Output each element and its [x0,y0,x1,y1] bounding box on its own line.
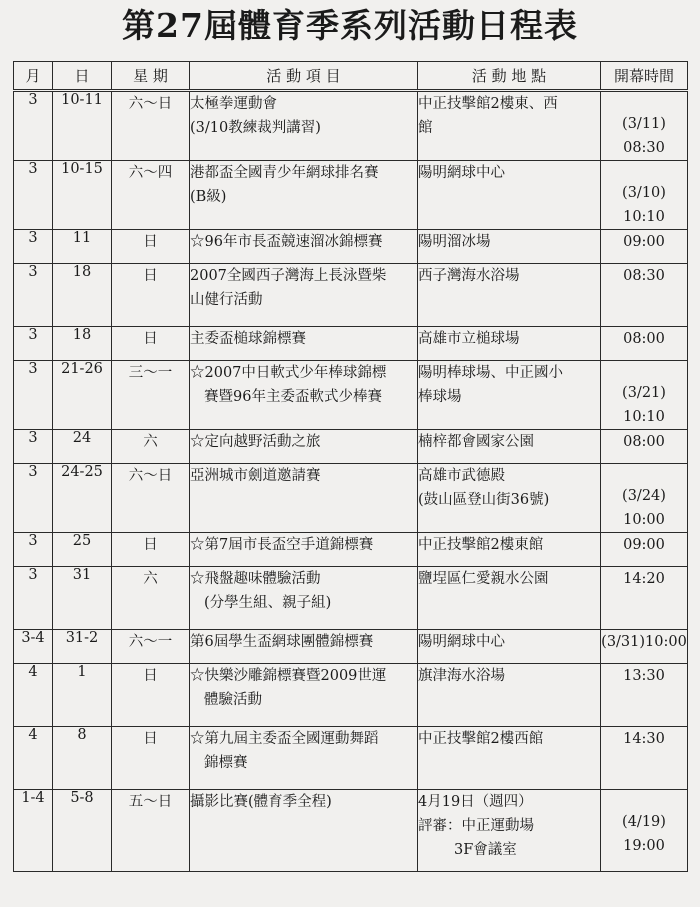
venue-line-1: 陽明棒球場、中正國小 [418,365,563,381]
cell-day: 10-11 [53,91,112,161]
venue-line-1: 陽明網球中心 [418,634,505,650]
cell-event [190,361,418,430]
event-line-2: (B級) [190,189,227,205]
header-month: 月 [14,62,53,91]
cell-event [190,664,418,727]
venue-line-1: 楠梓都會國家公園 [418,434,534,450]
cell-venue [418,664,601,727]
cell-venue [418,430,601,464]
venue-line-1: 中正技擊館2樓西館 [418,731,544,747]
time-line-1: 08:00 [623,331,665,347]
cell-time [601,430,688,464]
venue-line-1: 陽明網球中心 [418,165,505,181]
event-line-2: 山健行活動 [190,292,263,308]
event-line-1: 第6屆學生盃網球團體錦標賽 [190,634,374,650]
cell-event [190,630,418,664]
time-line-1: 13:30 [623,668,665,684]
cell-month: 4 [14,727,53,790]
cell-month: 3 [14,361,53,430]
cell-event [190,264,418,327]
event-line-1: ☆第九屆主委盃全國運動舞蹈 [190,731,379,747]
table-row [14,327,688,361]
event-line-1: 港都盃全國青少年網球排名賽 [190,165,379,181]
time-line-1: 14:30 [623,731,665,747]
cell-event [190,567,418,630]
cell-venue [418,464,601,533]
cell-venue [418,361,601,430]
cell-event [190,464,418,533]
cell-day: 31-2 [53,630,112,664]
venue-line-1: 中正技擊館2樓東館 [418,537,544,553]
venue-line-1: 鹽埕區仁愛親水公園 [418,571,549,587]
cell-weekday: 日 [112,727,190,790]
table-row [14,161,688,230]
cell-event [190,533,418,567]
table-row [14,230,688,264]
time-line-2: 08:30 [623,140,665,156]
cell-event [190,230,418,264]
cell-month: 3-4 [14,630,53,664]
cell-weekday: 日 [112,664,190,727]
table-row [14,264,688,327]
cell-weekday: 日 [112,327,190,361]
time-line-1: (3/24) [622,488,666,504]
venue-line-3: 3F會議室 [454,842,517,858]
cell-day: 5-8 [53,790,112,872]
event-line-2: 錦標賽 [204,755,248,771]
cell-time [601,790,688,872]
cell-month: 3 [14,230,53,264]
time-line-1: 08:30 [623,268,665,284]
cell-venue [418,630,601,664]
event-line-1: 2007全國西子灣海上長泳暨柴 [190,268,387,284]
venue-line-1: 西子灣海水浴場 [418,268,520,284]
cell-month: 4 [14,664,53,727]
table-row [14,630,688,664]
event-line-1: 太極拳運動會 [190,96,277,112]
cell-day: 18 [53,327,112,361]
cell-day: 24 [53,430,112,464]
cell-event [190,91,418,161]
header-weekday: 星 期 [112,62,190,91]
cell-event [190,430,418,464]
event-line-1: ☆2007中日軟式少年棒球錦標 [190,365,387,381]
event-line-1: ☆第7屆市長盃空手道錦標賽 [190,537,374,553]
cell-weekday: 六 [112,567,190,630]
cell-venue [418,533,601,567]
venue-line-2: 評審：中正運動場 [418,818,534,834]
page-title: 第27屆體育季系列活動日程表 [122,6,578,45]
cell-venue [418,790,601,872]
venue-line-2: (鼓山區登山街36號) [418,492,550,508]
cell-day: 31 [53,567,112,630]
time-line-2: 19:00 [623,838,665,854]
cell-event [190,790,418,872]
time-line-2: 10:10 [623,209,665,225]
event-line-2: 體驗活動 [204,692,262,708]
cell-weekday: 日 [112,264,190,327]
cell-day: 18 [53,264,112,327]
cell-venue [418,230,601,264]
cell-time [601,567,688,630]
cell-day: 11 [53,230,112,264]
event-line-1: ☆快樂沙雕錦標賽暨2009世運 [190,668,387,684]
cell-day: 8 [53,727,112,790]
cell-month: 1-4 [14,790,53,872]
cell-day: 21-26 [53,361,112,430]
cell-time [601,533,688,567]
cell-venue [418,264,601,327]
time-line-1: (3/31)10:00 [601,634,687,650]
cell-weekday: 六～日 [112,91,190,161]
cell-time [601,361,688,430]
table-row [14,790,688,872]
cell-day: 24-25 [53,464,112,533]
venue-line-1: 陽明溜冰場 [418,234,491,250]
time-line-1: (4/19) [622,814,666,830]
venue-line-1: 高雄市立槌球場 [418,331,520,347]
header-event: 活 動 項 目 [190,62,418,91]
time-line-1: 14:20 [623,571,665,587]
venue-line-1: 旗津海水浴場 [418,668,505,684]
cell-weekday: 六 [112,430,190,464]
time-line-1: 08:00 [623,434,665,450]
table-row [14,567,688,630]
time-line-1: (3/11) [622,116,666,132]
cell-month: 3 [14,91,53,161]
cell-day: 25 [53,533,112,567]
cell-day: 1 [53,664,112,727]
table-row [14,91,688,161]
cell-day: 10-15 [53,161,112,230]
cell-time [601,727,688,790]
cell-time [601,630,688,664]
venue-line-1: 4月19日（週四） [418,794,533,810]
header-day: 日 [53,62,112,91]
table-row [14,430,688,464]
cell-time [601,327,688,361]
event-line-2: (分學生組、親子組) [204,595,332,611]
cell-time [601,161,688,230]
cell-month: 3 [14,430,53,464]
cell-month: 3 [14,264,53,327]
venue-line-1: 高雄市武德殿 [418,468,505,484]
table-row [14,361,688,430]
cell-time [601,464,688,533]
header-time: 開幕時間 [601,62,688,91]
cell-month: 3 [14,161,53,230]
time-line-1: 09:00 [623,234,665,250]
cell-venue [418,567,601,630]
event-line-2: (3/10教練裁判講習) [190,120,321,136]
event-line-1: 攝影比賽(體育季全程) [190,794,332,810]
header-venue: 活 動 地 點 [418,62,601,91]
cell-time [601,91,688,161]
time-line-1: (3/21) [622,385,666,401]
cell-month: 3 [14,533,53,567]
cell-weekday: 五～日 [112,790,190,872]
schedule-table [13,61,688,872]
cell-venue [418,327,601,361]
table-row [14,727,688,790]
cell-month: 3 [14,327,53,361]
event-line-1: 亞洲城市劍道邀請賽 [190,468,321,484]
event-line-1: ☆96年市長盃競速溜冰錦標賽 [190,234,383,250]
cell-month: 3 [14,567,53,630]
cell-weekday: 日 [112,533,190,567]
venue-line-2: 棒球場 [418,389,462,405]
cell-weekday: 六～一 [112,630,190,664]
cell-event [190,161,418,230]
cell-venue [418,91,601,161]
cell-event [190,327,418,361]
time-line-1: 09:00 [623,537,665,553]
event-line-1: 主委盃槌球錦標賽 [190,331,306,347]
venue-line-2: 館 [418,120,433,136]
time-line-2: 10:10 [623,409,665,425]
event-line-1: ☆飛盤趣味體驗活動 [190,571,321,587]
cell-time [601,230,688,264]
table-row [14,664,688,727]
cell-venue [418,727,601,790]
event-line-2: 賽暨96年主委盃軟式少棒賽 [204,389,382,405]
table-row [14,464,688,533]
cell-weekday: 六～日 [112,464,190,533]
cell-venue [418,161,601,230]
table-row [14,533,688,567]
cell-time [601,264,688,327]
cell-time [601,664,688,727]
event-line-1: ☆定向越野活動之旅 [190,434,321,450]
cell-event [190,727,418,790]
cell-weekday: 三～一 [112,361,190,430]
header-row [14,62,688,91]
time-line-2: 10:00 [623,512,665,528]
cell-weekday: 日 [112,230,190,264]
venue-line-1: 中正技擊館2樓東、西 [418,96,558,112]
cell-month: 3 [14,464,53,533]
time-line-1: (3/10) [622,185,666,201]
cell-weekday: 六～四 [112,161,190,230]
